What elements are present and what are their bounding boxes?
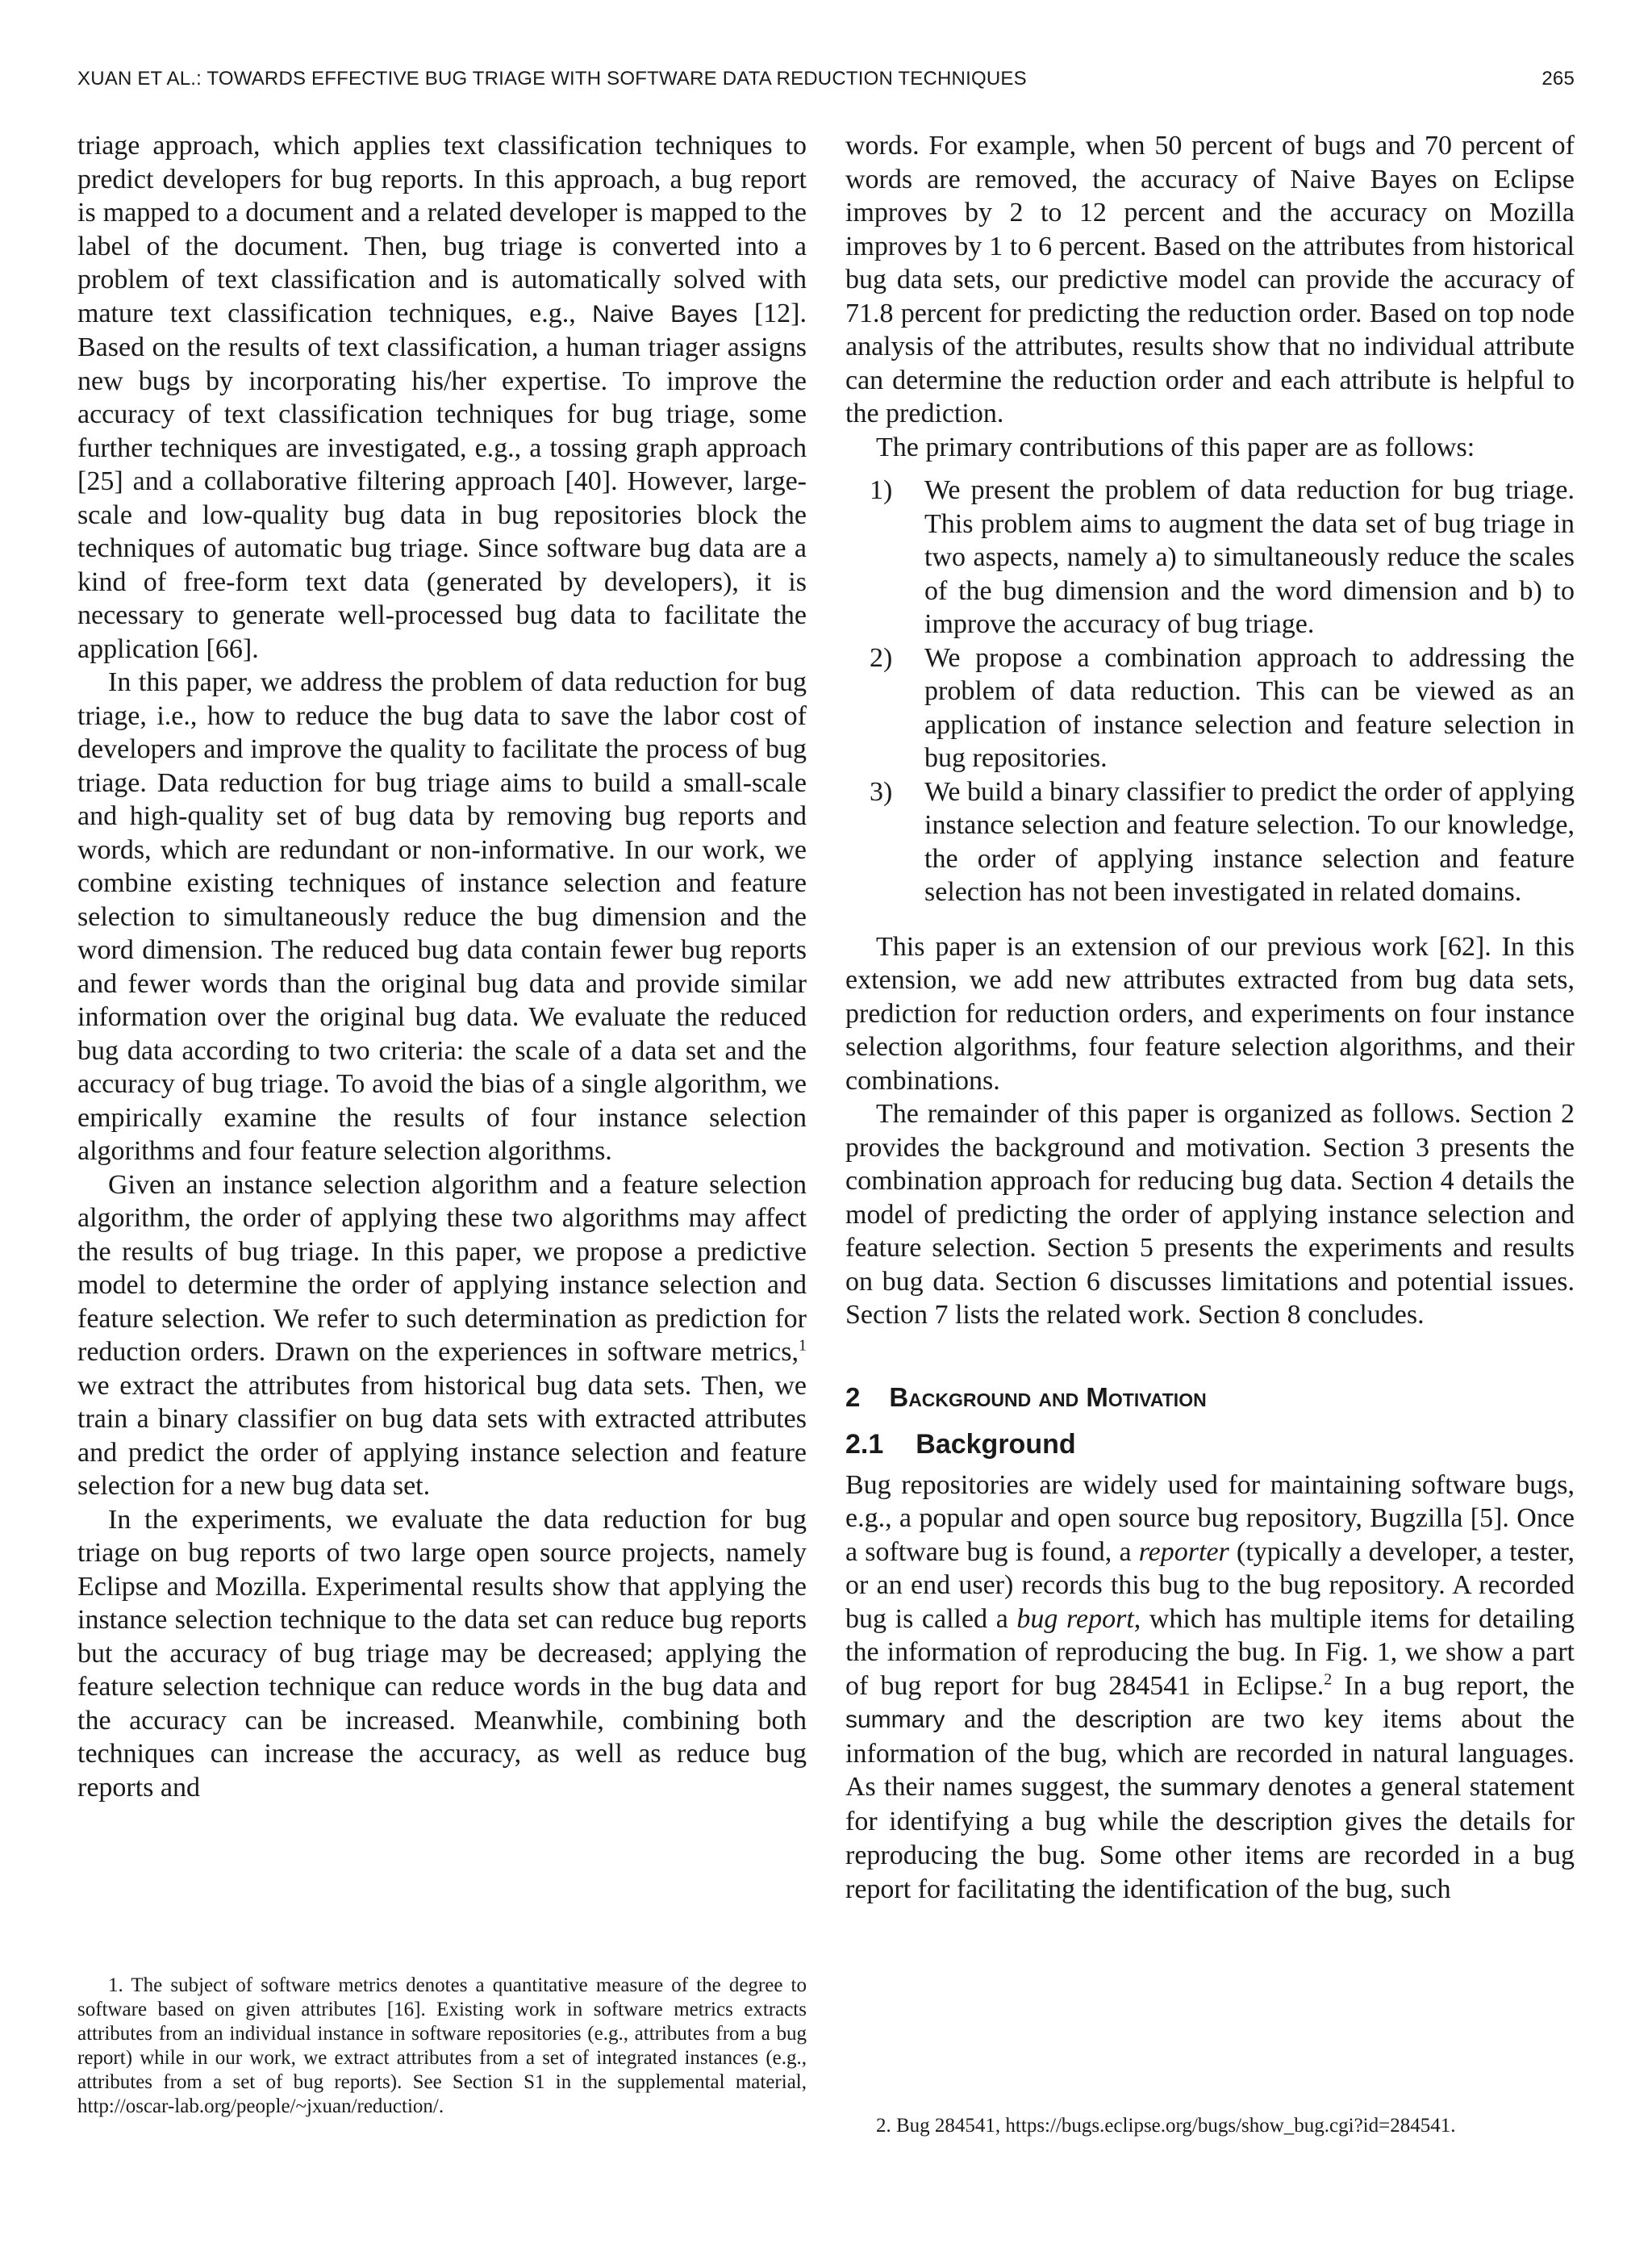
subsection-heading [845,1429,1575,1460]
paragraph-results: words. For example, when 50 percent of bugs and 70 percent of words are removed, the accuracy of Naive Bayes on Eclipse improves by 2 to 12 percent and the accuracy on Mozilla improves by 1 to 6 percent. Based on the attributes from historical bug data sets, our predictive model can provide the accuracy of 71.8 percent for predicting the reduction order. Based on top node analysis of the attributes, results show that no individual attribute can determine the reduction order and each attribute is helpful to the prediction. [845,131,1575,428]
bug-report-term: bug report [1016,1603,1134,1634]
footnote-ref-2: 2 [1324,1670,1333,1689]
naive-bayes-term: Naive Bayes [592,300,738,328]
footnote-1-text: 1. The subject of software metrics denotes a quantitative measure of the degree to software based on given attributes [16]. Existing work in software metrics extracts attributes from an individual instance in software repositories (e.g., attributes from a bug report) while in our work, we extract attributes from a set of integrated instances (e.g., attributes from a set of bug reports). See Section S1 in the supplemental material, http://oscar-lab.org/people/~jxuan/reduction/. [77,1974,807,2117]
left-column [77,129,807,1804]
footnote-2 [845,2114,1575,2138]
section-number: 2 [845,1381,861,1412]
list-item-number: 2) [870,642,893,673]
paragraph-predictive-model: Given an instance selection algorithm and a feature selection algorithm, the order of applying these two algorithms may affect the results of bug triage. In this paper, we propose a predictive model to determine the order of applying instance selection and feature selection. We refer to such determination as prediction for reduction orders. Drawn on the experiences in software metrics,$^1$ we extract the attributes from historical bug data sets. Then, we train a binary classifier on bug data sets with extracted attributes and predict the order of applying instance selection and feature selection for a new bug data set. [77,1169,807,1501]
footnote-2-text: 2. Bug 284541, https://bugs.eclipse.org/bugs/show_bug.cgi?id=284541. [876,2115,1456,2137]
list-item [845,641,1575,775]
description-term: description [1074,1707,1192,1733]
footnote-1 [77,1974,807,2119]
paragraph-contributions-intro: The primary contributions of this paper are as follows: [876,432,1475,462]
section-heading [845,1382,1575,1413]
list-item-text: We propose a combination approach to addressing the problem of data reduction. This can be viewed as an application of instance selection and feature selection in bug repositories. [924,642,1575,773]
right-column [845,129,1575,1906]
paragraph-background: Bug repositories are widely used for maintaining software bugs, e.g., a popular and open source bug repository, Bugzilla [5]. Once a software bug is found, a reporter (typically a developer, a tester, or an end user) records this bug to the bug repository. A recorded bug is called a bug report, which has multiple items for detailing the information of reproducing the bug. In Fig. 1, we show a part of bug report for bug 284541 in Eclipse.$^2$ In a bug report, the summary and the description are two key items about the information of the bug, which are recorded in natural languages. As their names suggest, the summary denotes a general statement for identifying a bug while the description gives the details for reproducing the bug. Some other items are recorded in a bug report for facilitating the identification of the bug, such [845,1469,1575,1904]
section-title: Background and Motivation [889,1381,1207,1412]
list-item-text: We present the problem of data reduction for bug triage. This problem aims to augment the data set of bug triage in two aspects, namely a) to simultaneously reduce the scales of the bug dimension and the word dimension and b) to improve the accuracy of bug triage. [924,475,1575,639]
running-title: XUAN ET AL.: TOWARDS EFFECTIVE BUG TRIAGE WITH SOFTWARE DATA REDUCTION TECHNIQUES [77,68,1027,90]
running-head [77,68,1575,100]
footnote-ref-1: 1 [799,1336,807,1355]
list-item-number: 1) [870,475,893,505]
list-item [845,474,1575,641]
paragraph-extension: This paper is an extension of our previous work [62]. In this extension, we add new attributes extracted from bug data sets, prediction for reduction orders, and experiments on four instance selection algorithms, four feature selection algorithms, and their combinations. [845,931,1575,1096]
page-number: 265 [1541,68,1575,90]
summary-term: summary [845,1707,945,1733]
summary-term: summary [1160,1774,1260,1801]
subsection-number: 2.1 [845,1428,884,1460]
paragraph-text-classification: triage approach, which applies text classification techniques to predict developers for bug reports. In this approach, a bug report is mapped to a document and a related developer is mapped to the label of the document. Then, bug triage is converted into a problem of text classification and is automatically solved with mature text classification techniques, e.g., Naive Bayes [12]. Based on the results of text classification, a human triager assigns new bugs by incorporating his/her expertise. To improve the accuracy of text classification techniques for bug triage, some further techniques are investigated, e.g., a tossing graph approach [25] and a collaborative filtering approach [40]. However, large-scale and low-quality bug data in bug repositories block the techniques of automatic bug triage. Since software bug data are a kind of free-form text data (generated by developers), it is necessary to generate well-processed bug data to facilitate the application [66]. [77,131,807,664]
list-item [845,775,1575,909]
list-item-number: 3) [870,776,893,807]
contributions-list [845,474,1575,909]
paragraph-data-reduction: In this paper, we address the problem of data reduction for bug triage, i.e., how to reduce the bug data to save the labor cost of developers and improve the quality to facilitate the process of bug triage. Data reduction for bug triage aims to build a small-scale and high-quality set of bug data by removing bug reports and words, which are redundant or non-informative. In our work, we combine existing techniques of instance selection and feature selection to simultaneously reduce the bug dimension and the word dimension. The reduced bug data contain fewer bug reports and fewer words than the original bug data and provide similar information over the original bug data. We evaluate the reduced bug data according to two criteria: the scale of a data set and the accuracy of bug triage. To avoid the bias of a single algorithm, we empirically examine the results of four instance selection algorithms and four feature selection algorithms. [77,667,807,1166]
description-term: description [1216,1808,1333,1836]
reporter-term: reporter [1138,1536,1229,1567]
paragraph-organization: The remainder of this paper is organized as follows. Section 2 provides the background and motivation. Section 3 presents the combination approach for reducing bug data. Section 4 details the model of predicting the order of applying instance selection and feature selection. Section 5 presents the experiments and results on bug data. Section 6 discusses limitations and potential issues. Section 7 lists the related work. Section 8 concludes. [845,1099,1575,1330]
subsection-title: Background [916,1428,1076,1460]
list-item-text: We build a binary classifier to predict the order of applying instance selection and feature selection. To our knowledge, the order of applying instance selection and feature selection has not been investigated in related domains. [924,776,1575,907]
paragraph-experiments: In the experiments, we evaluate the data reduction for bug triage on bug reports of two large open source projects, namely Eclipse and Mozilla. Experimental results show that applying the instance selection technique to the data set can reduce bug reports but the accuracy of bug triage may be decreased; applying the feature selection technique can reduce words in the bug data and the accuracy can be increased. Meanwhile, combining both techniques can increase the accuracy, as well as reduce bug reports and [77,1504,807,1803]
